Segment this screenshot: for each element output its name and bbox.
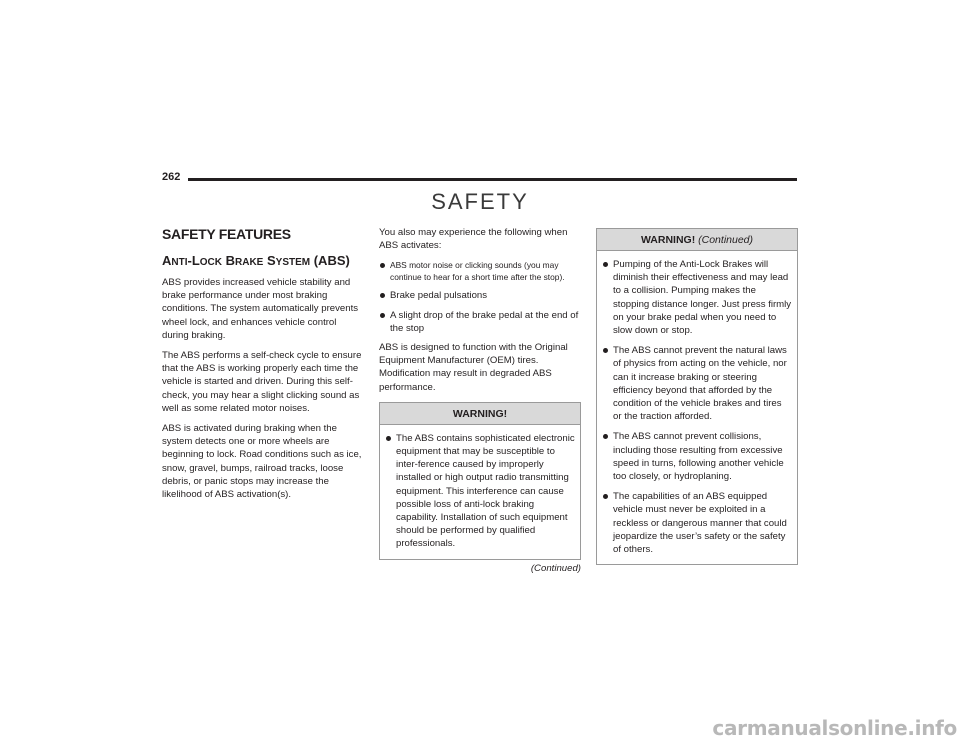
- list-item: Pumping of the Anti-Lock Brakes will diminish their effectiveness and may lead to a collision. Pumping makes the stopping distance longer. Just press firmly on your brake pedal when you need to slow down or stop.: [602, 258, 792, 337]
- list-item: ABS motor noise or clicking sounds (you may continue to hear for a short time after the stop).: [379, 259, 581, 283]
- column-right: [596, 228, 798, 565]
- bullet-icon: [603, 348, 608, 353]
- paragraph: The ABS performs a self-check cycle to ensure that the ABS is working properly each time the vehicle is started and driven. During this self-check, you may hear a slight clicking sound as well as some related motor noises.: [162, 350, 362, 414]
- list-item: A slight drop of the brake pedal at the end of the stop: [379, 309, 581, 335]
- paragraph: ABS is activated during braking when the system detects one or more wheels are beginning to lock. Road conditions such as ice, snow, gravel, bumps, railroad tracks, loose debris, or panic stops may increase the likelihood of ABS activation(s).: [162, 423, 362, 501]
- paragraph-intro: You also may experience the following when ABS activates:: [379, 227, 568, 252]
- warning-box: [379, 402, 581, 560]
- warning-title: WARNING!: [380, 403, 580, 425]
- warning-list: [602, 258, 792, 556]
- heading-safety-features: SAFETY FEATURES: [162, 226, 291, 242]
- section-title: SAFETY: [431, 189, 529, 214]
- warning-box-continued: [596, 228, 798, 565]
- list-item: The ABS cannot prevent the natural laws of physics from acting on the vehicle, nor can it increase braking or steering efficiency beyond that afforded by the condition of the vehicle brakes and tires or the traction afforded.: [602, 344, 792, 423]
- paragraph: ABS is designed to function with the Original Equipment Manufacturer (OEM) tires. Modification may result in degraded ABS performance.: [379, 342, 568, 393]
- watermark: carmanualsonline.info: [712, 716, 957, 740]
- column-middle: [379, 226, 581, 574]
- list-item: Brake pedal pulsations: [379, 289, 581, 302]
- list-item: The ABS cannot prevent collisions, including those resulting from excessive speed in turns, following another vehicle too closely, or hydroplaning.: [602, 430, 792, 483]
- continued-note: (Continued): [530, 562, 581, 574]
- bullet-icon: [603, 262, 608, 267]
- bullet-icon: [380, 313, 385, 318]
- list-item: The ABS contains sophisticated electronic equipment that may be susceptible to inter-ference caused by improperly installed or high output radio transmitting equipment. This interference can cause possible loss of anti-lock braking capability. Installation of such equipment should be performed by qualified professionals.: [385, 432, 575, 551]
- bullet-list: [379, 259, 581, 335]
- paragraph: ABS provides increased vehicle stability and brake performance under most braking conditions. The system automatically prevents wheel lock, and enhances vehicle control during braking.: [162, 277, 359, 341]
- bullet-icon: [380, 263, 385, 268]
- page-number: 262: [162, 171, 181, 183]
- header-rule: [188, 178, 797, 181]
- column-left: [162, 226, 364, 508]
- bullet-icon: [380, 293, 385, 298]
- bullet-icon: [603, 434, 608, 439]
- subheading-abs: ANTI-LOCK BRAKE SYSTEM (ABS): [162, 253, 350, 268]
- bullet-icon: [386, 436, 391, 441]
- list-item: The capabilities of an ABS equipped vehicle must never be exploited in a reckless or dangerous manner that could jeopardize the user’s safety or the safety of others.: [602, 490, 792, 556]
- warning-list: [385, 432, 575, 551]
- warning-title: WARNING! (Continued): [597, 229, 797, 251]
- bullet-icon: [603, 494, 608, 499]
